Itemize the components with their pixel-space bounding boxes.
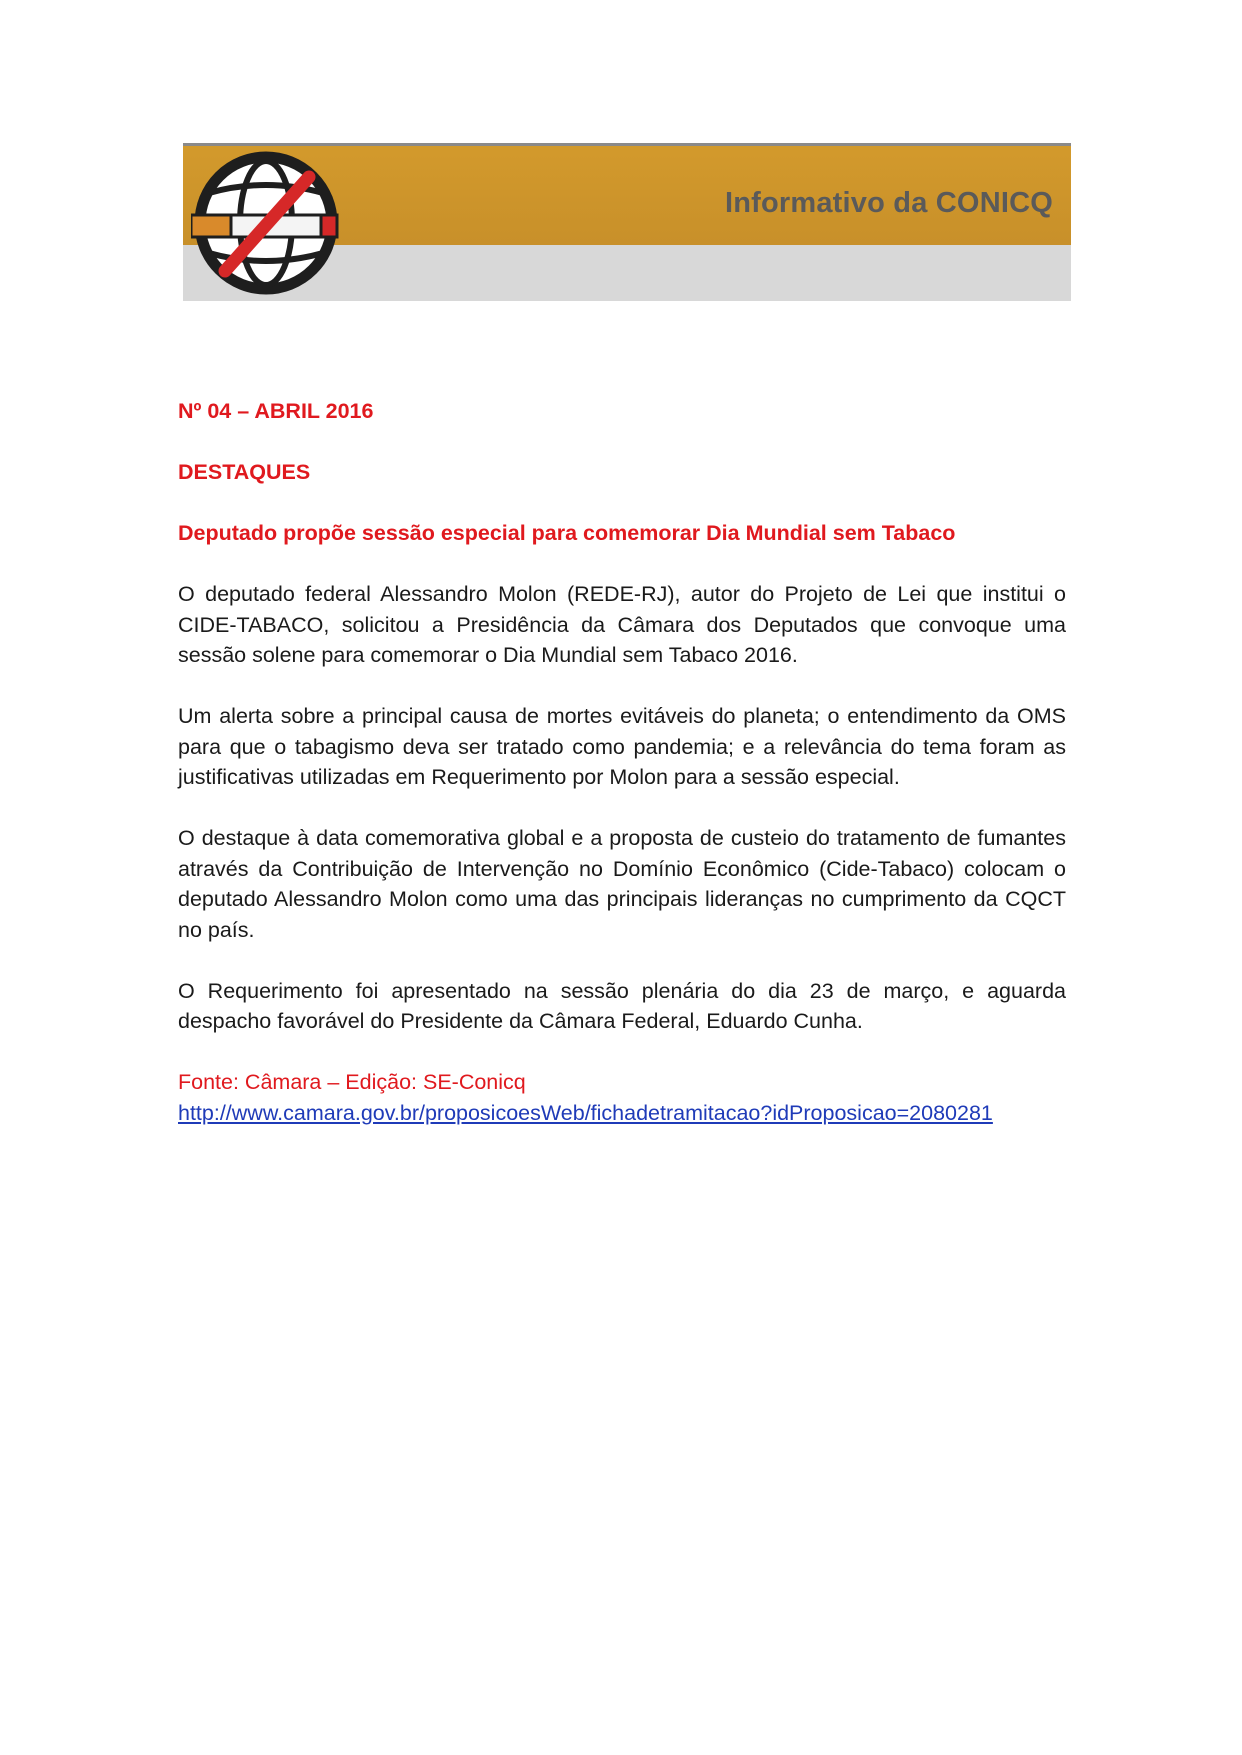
source-link[interactable]: http://www.camara.gov.br/proposicoesWeb/fichadetramitacao?idProposicao=2080281 <box>178 1100 993 1125</box>
banner-title: Informativo da CONICQ <box>724 187 1053 219</box>
article-paragraph-1: O deputado federal Alessandro Molon (REDE-RJ), autor do Projeto de Lei que institui o CIDE-TABACO, solicitou a Presidência da Câmara dos Deputados que convoque uma sessão solene para comemorar o Dia Mundial sem Tabaco 2016. <box>178 582 1066 667</box>
issue-number-date: Nº 04 – ABRIL 2016 <box>178 399 374 423</box>
no-smoking-globe-icon <box>191 147 341 299</box>
header-banner <box>183 143 1071 301</box>
article-headline: Deputado propõe sessão especial para comemorar Dia Mundial sem Tabaco <box>178 521 956 545</box>
newsletter-body <box>178 396 1066 1128</box>
section-title: DESTAQUES <box>178 460 311 484</box>
article-paragraph-3: O destaque à data comemorativa global e a proposta de custeio do tratamento de fumantes através da Contribuição de Intervenção no Domínio Econômico (Cide-Tabaco) colocam o deputado Alessandro Molon como uma das principais lideranças no cumprimento da CQCT no país. <box>178 826 1066 942</box>
article-paragraph-4: O Requerimento foi apresentado na sessão plenária do dia 23 de março, e aguarda despacho favorável do Presidente da Câmara Federal, Eduardo Cunha. <box>178 978 1066 1033</box>
source-credit: Fonte: Câmara – Edição: SE-Conicq <box>178 1070 526 1094</box>
banner-top-rule <box>183 143 1071 146</box>
article-paragraph-2: Um alerta sobre a principal causa de mortes evitáveis do planeta; o entendimento da OMS para que o tabagismo deva ser tratado como pandemia; e a relevância do tema foram as justificativas utilizadas em Requerimento por Molon para a sessão especial. <box>178 704 1066 789</box>
